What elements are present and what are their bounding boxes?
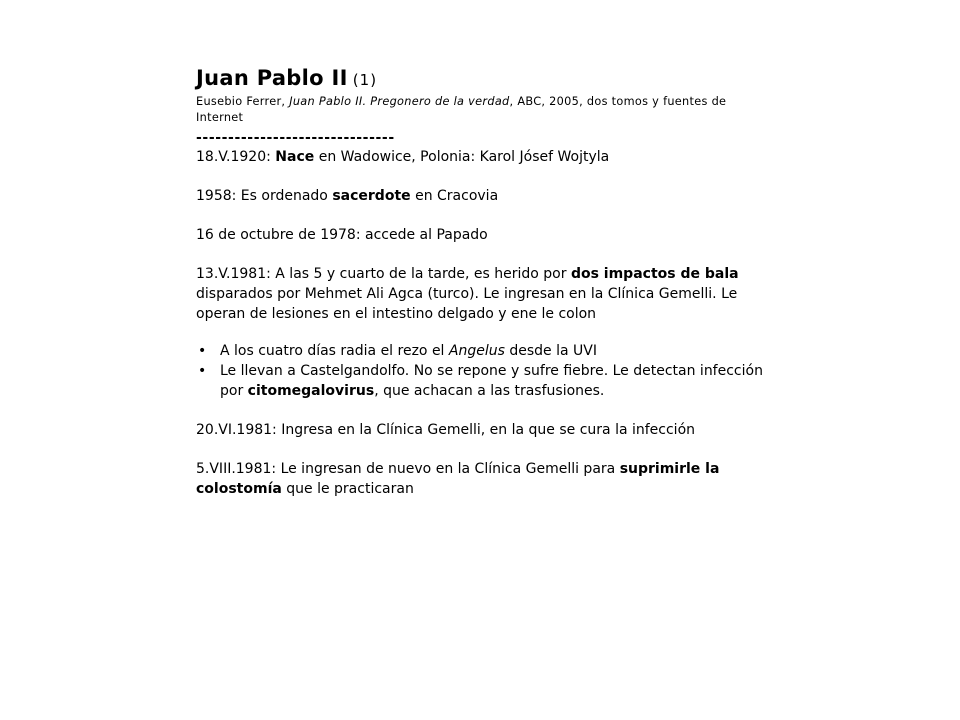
entry-papacy: 16 de octubre de 1978: accede al Papado bbox=[196, 227, 488, 243]
title-text: Juan Pablo II bbox=[196, 66, 348, 90]
entry-attempt-pre: 13.V.1981: A las 5 y cuarto de la tarde, es herido por bbox=[196, 266, 571, 282]
bullet-item-castelgandolfo bbox=[196, 361, 776, 401]
bullet-icon: • bbox=[198, 343, 207, 359]
entry-ordination-bold: sacerdote bbox=[332, 188, 411, 204]
entry-birth-rest: en Wadowice, Polonia: Karol Jósef Wojtyla bbox=[314, 149, 610, 165]
entry-ordination-rest: en Cracovia bbox=[410, 188, 499, 204]
document-page bbox=[196, 64, 776, 499]
entry-ordination-pre: 1958: Es ordenado bbox=[196, 188, 333, 204]
source-author: Eusebio Ferrer, bbox=[196, 95, 290, 108]
dashed-divider: ------------------------------- bbox=[196, 130, 395, 146]
entry-birth bbox=[196, 147, 776, 167]
source-book-title: Juan Pablo II. Pregonero de la verdad bbox=[289, 95, 510, 108]
source-citation bbox=[196, 94, 776, 126]
document-title bbox=[196, 64, 776, 94]
bullet-angelus-italic: Angelus bbox=[448, 343, 505, 359]
title-suffix: (1) bbox=[352, 71, 378, 89]
bullet-angelus-pre: A los cuatro días radia el rezo el bbox=[220, 343, 449, 359]
entry-attempt-rest: disparados por Mehmet Ali Agca (turco). Le ingresan en la Clínica Gemelli. Le operan de lesiones en el intestino delgado y ene le colon bbox=[196, 286, 738, 322]
bullet-castel-pre: Le llevan a Castelgandolfo. No se repone y sufre fiebre. Le detectan infección por bbox=[220, 363, 763, 399]
entry-assassination-attempt bbox=[196, 264, 776, 324]
bullet-item-angelus bbox=[196, 341, 776, 361]
entry-august-post: que le practicaran bbox=[281, 481, 414, 497]
entry-birth-date: 18.V.1920: bbox=[196, 149, 276, 165]
bullet-icon: • bbox=[198, 363, 207, 379]
entry-august-pre: 5.VIII.1981: Le ingresan de nuevo en la Clínica Gemelli para bbox=[196, 461, 620, 477]
entry-attempt-bold: dos impactos de bala bbox=[570, 266, 739, 282]
bullet-list bbox=[196, 341, 776, 401]
entry-readmission-june: 20.VI.1981: Ingresa en la Clínica Gemelli, en la que se cura la infección bbox=[196, 422, 696, 438]
bullet-castel-post: , que achacan a las trasfusiones. bbox=[374, 383, 605, 399]
source-details: , ABC, 2005, dos tomos y fuentes de Internet bbox=[196, 95, 727, 124]
bullet-castel-bold: citomegalovirus bbox=[247, 383, 375, 399]
entry-august-bold: suprimirle la colostomía bbox=[196, 461, 720, 497]
entry-ordination bbox=[196, 186, 776, 206]
bullet-angelus-post: desde la UVI bbox=[504, 343, 597, 359]
entry-birth-bold: Nace bbox=[275, 149, 315, 165]
entry-readmission-august bbox=[196, 459, 776, 499]
